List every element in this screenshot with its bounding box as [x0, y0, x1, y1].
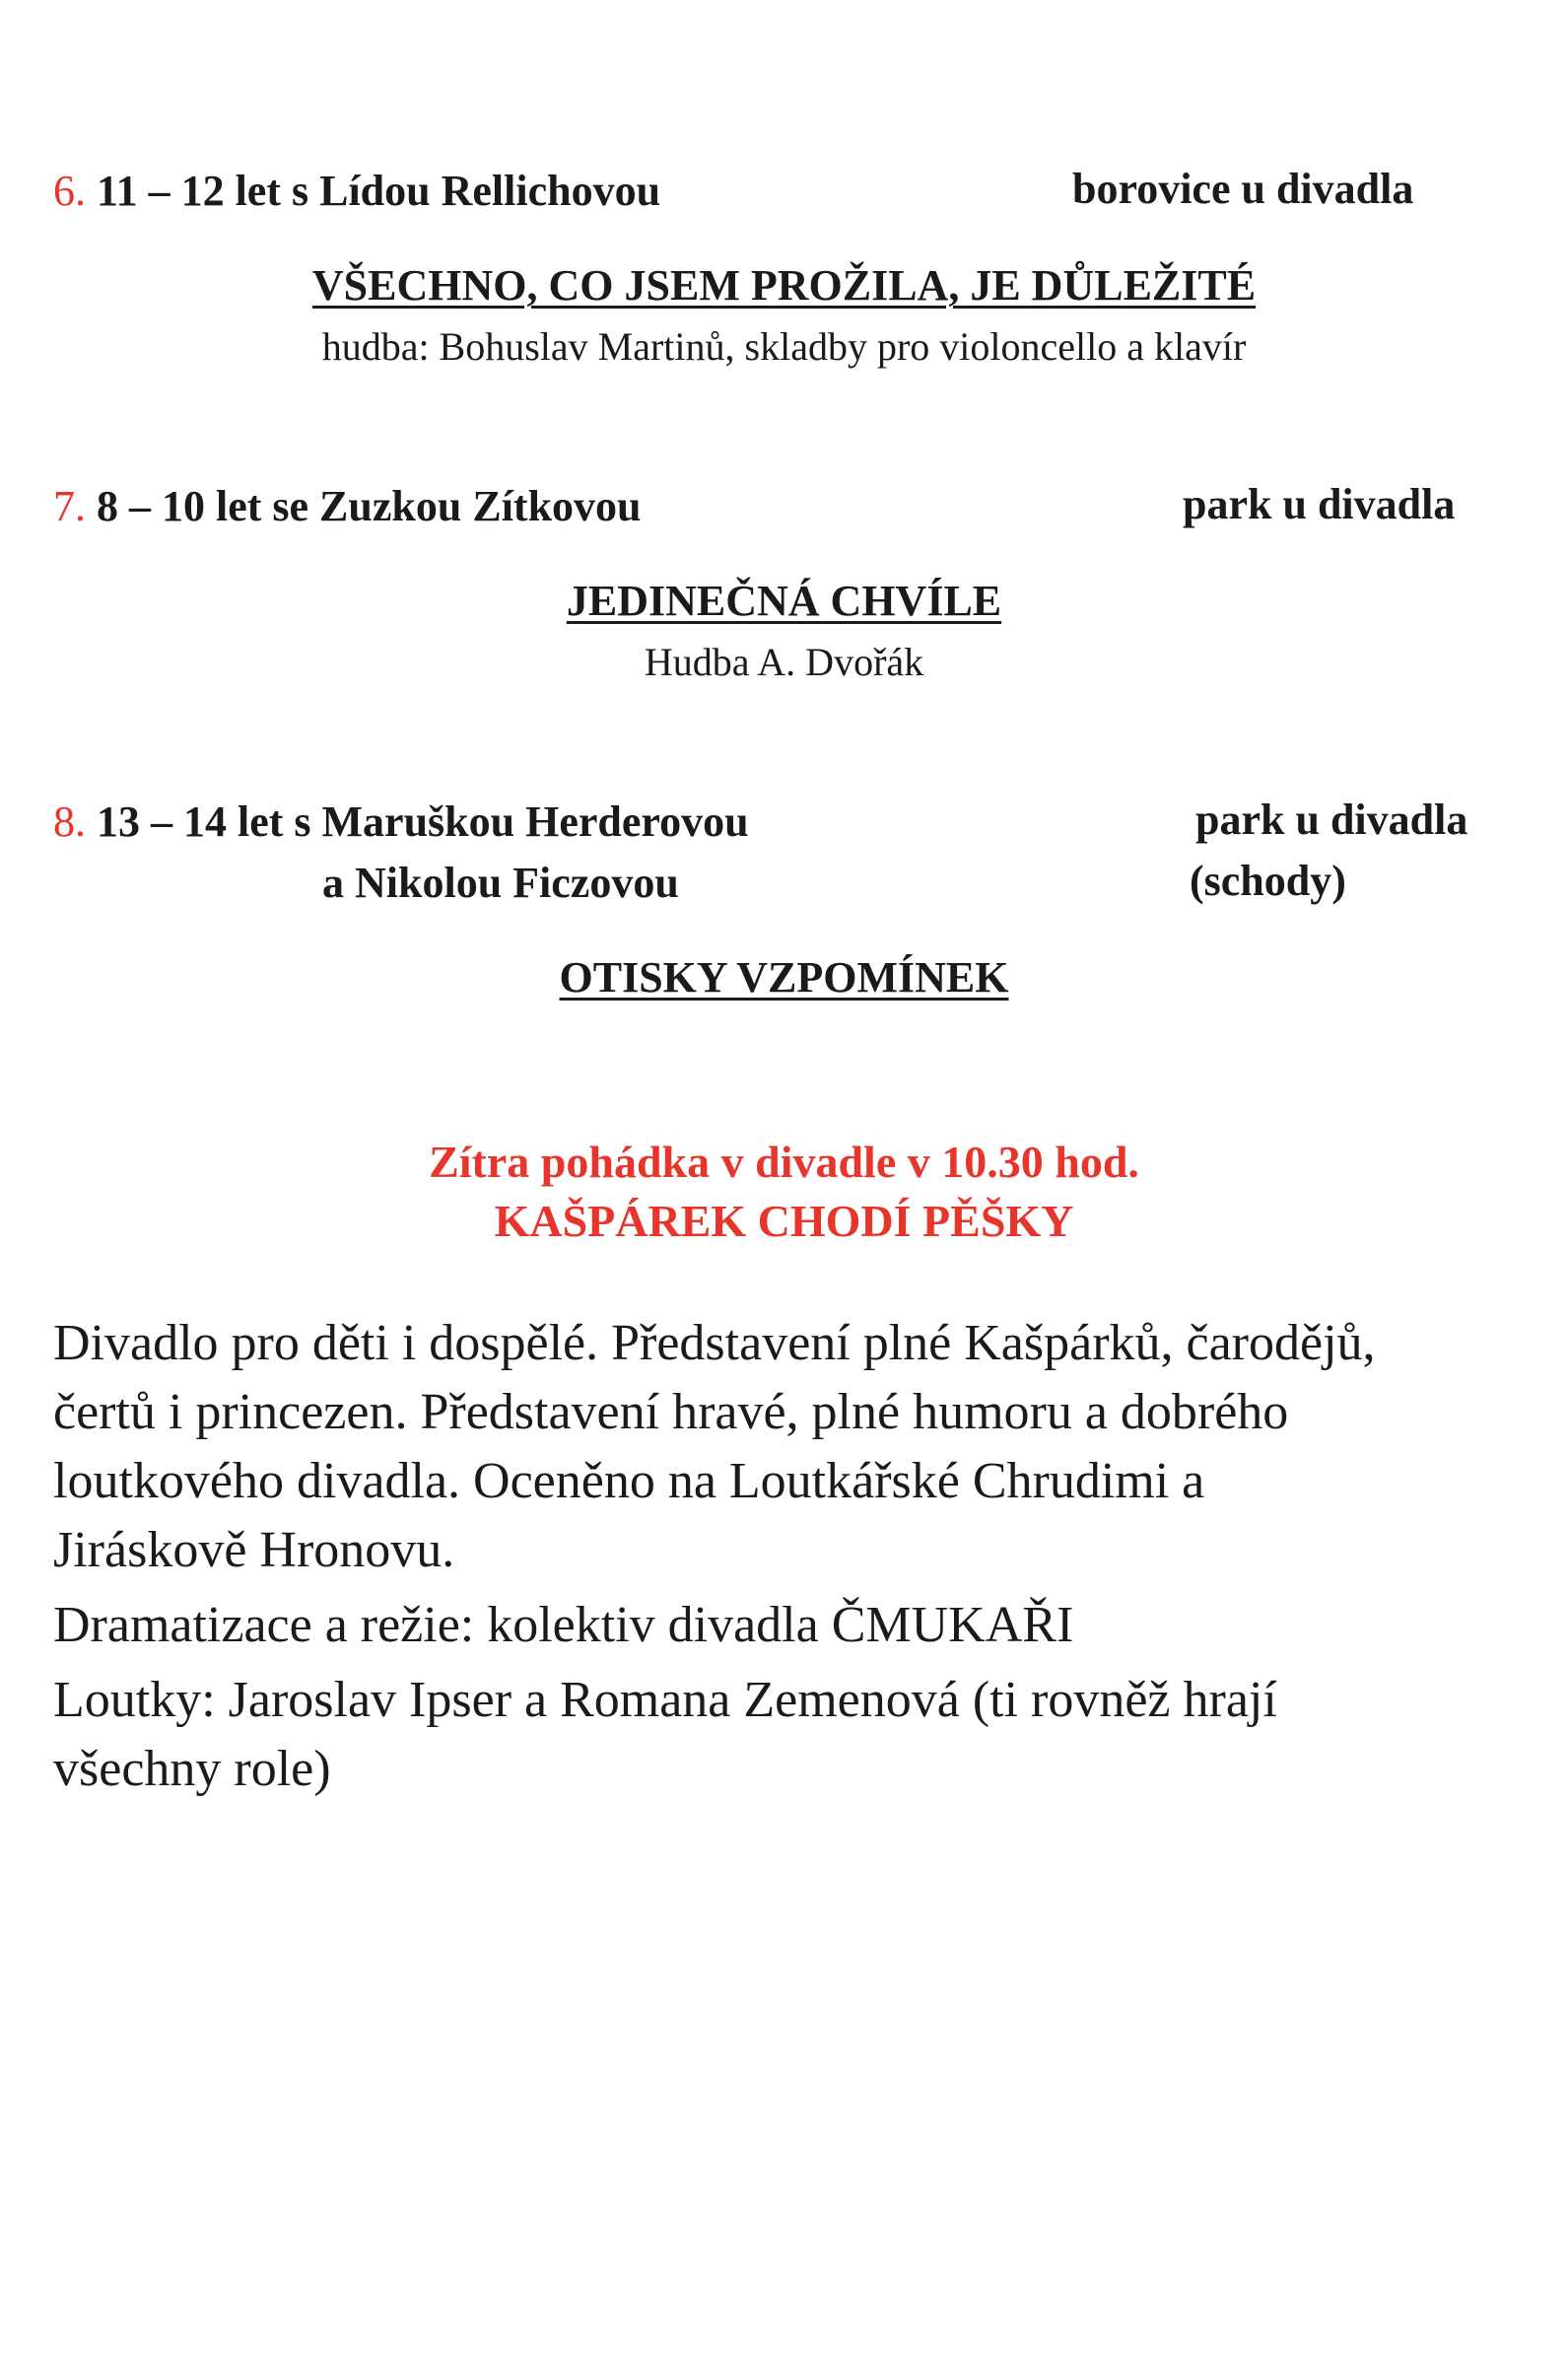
- credits-puppets-line2: všechny role): [53, 1741, 331, 1797]
- group-label: 13 – 14 let s Maruškou Herderovou: [97, 797, 749, 846]
- program-item-6-location: borovice u divadla: [1072, 165, 1414, 213]
- program-item-6-title: VŠECHNO, CO JSEM PROŽILA, JE DŮLEŽITÉ: [311, 261, 1257, 310]
- description-line: čertů i princezen. Představení hravé, plné humoru a dobrého: [53, 1384, 1289, 1440]
- program-item-6-music: hudba: Bohuslav Martinů, skladby pro violoncello a klavír: [321, 324, 1247, 369]
- program-item-7-music: Hudba A. Dvořák: [644, 640, 924, 684]
- program-item-8-header: [53, 796, 749, 847]
- group-label: 8 – 10 let se Zuzkou Zítkovou: [97, 482, 642, 530]
- item-number: 8.: [53, 797, 86, 846]
- program-item-7-location: park u divadla: [1183, 480, 1456, 528]
- program-item-8-location: park u divadla: [1195, 796, 1468, 844]
- program-item-8-location-line2: (schody): [1190, 857, 1346, 905]
- program-item-6-header: [53, 166, 660, 216]
- description-line: Jiráskově Hronovu.: [53, 1522, 455, 1578]
- item-number: 7.: [53, 482, 86, 530]
- item-number: 6.: [53, 167, 86, 215]
- credits-direction: Dramatizace a režie: kolektiv divadla ČMUKAŘI: [53, 1597, 1074, 1653]
- description: [53, 1309, 1532, 1804]
- program-item-7-header: [53, 481, 642, 531]
- description-line: Divadlo pro děti i dospělé. Představení plné Kašpárků, čarodějů,: [53, 1315, 1376, 1371]
- program-item-8-title: OTISKY VZPOMÍNEK: [559, 953, 1009, 1002]
- credits-puppets: Loutky: Jaroslav Ipser a Romana Zemenová (ti rovněž hrají: [53, 1672, 1277, 1728]
- program-item-8-group-line2: a Nikolou Ficzovou: [322, 859, 679, 907]
- announcement-line2: KAŠPÁREK CHODÍ PĚŠKY: [494, 1196, 1074, 1246]
- program-item-7-title: JEDINEČNÁ CHVÍLE: [566, 577, 1002, 625]
- group-label: 11 – 12 let s Lídou Rellichovou: [97, 167, 661, 215]
- announcement-line1: Zítra pohádka v divadle v 10.30 hod.: [429, 1137, 1139, 1187]
- description-line: loutkového divadla. Oceněno na Loutkářské Chrudimi a: [53, 1453, 1205, 1509]
